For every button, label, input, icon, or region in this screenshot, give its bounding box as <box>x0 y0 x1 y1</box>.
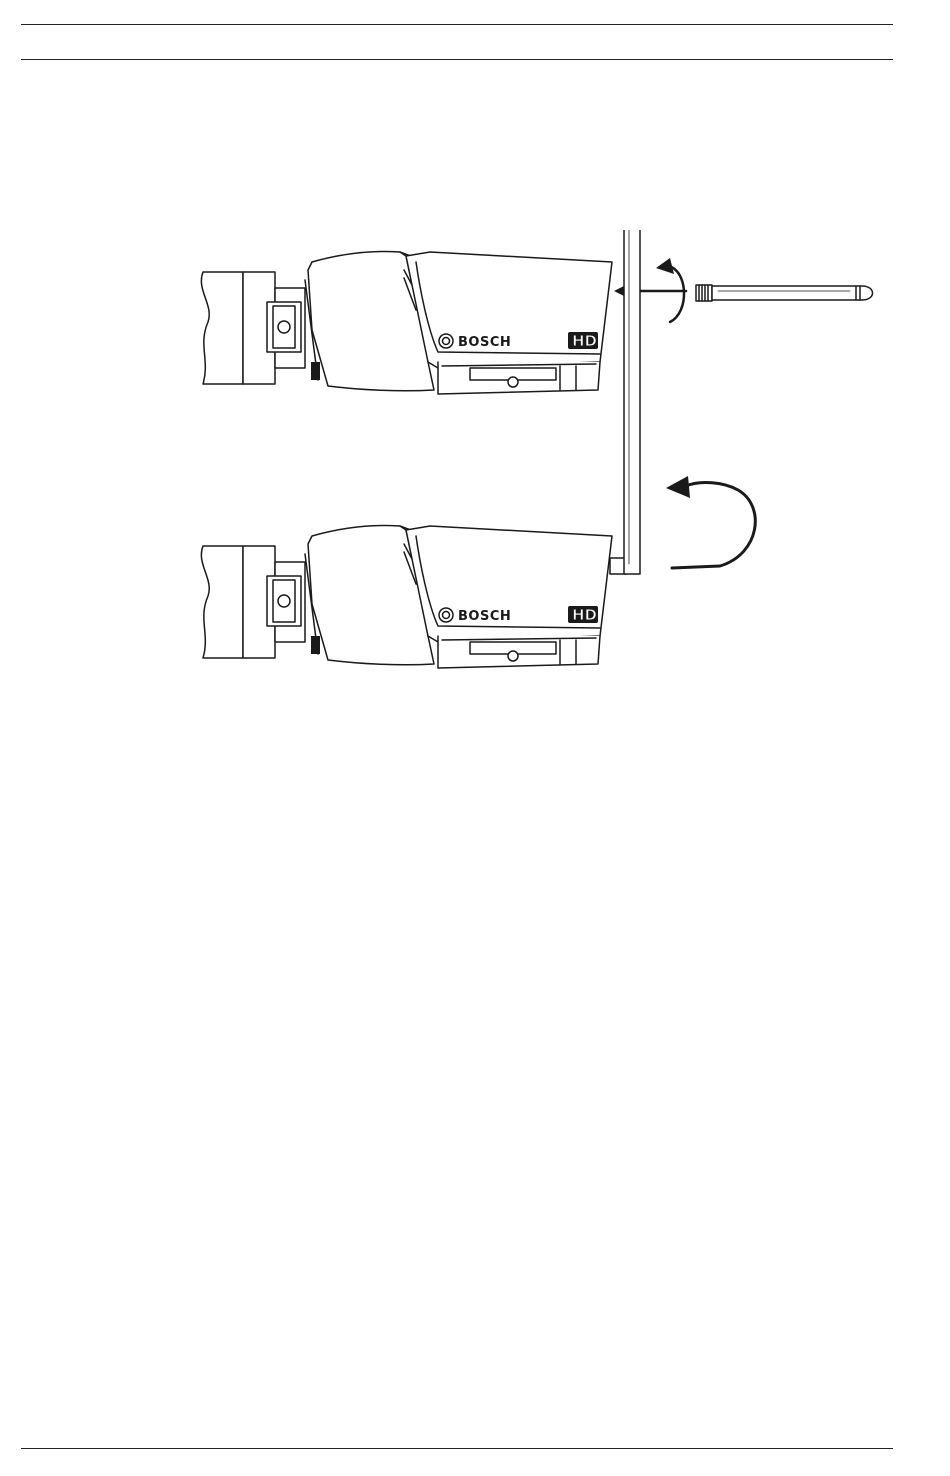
camera-icon <box>201 525 612 668</box>
fold-up-arrow-icon <box>666 476 755 568</box>
camera-icon <box>201 251 612 394</box>
antenna-icon <box>610 230 640 574</box>
brand-logo-text: BOSCH <box>458 335 512 350</box>
hd-badge-text: HD <box>572 332 598 350</box>
step-1-screw-antenna <box>201 251 872 394</box>
brand-logo-text: BOSCH <box>458 609 512 624</box>
footer-rule <box>21 1448 893 1449</box>
antenna-icon <box>696 285 873 301</box>
hd-badge-text: HD <box>572 606 598 624</box>
header-rule-bottom <box>21 59 893 60</box>
antenna-installation-illustration <box>0 230 950 710</box>
header-rule-top <box>21 24 893 25</box>
